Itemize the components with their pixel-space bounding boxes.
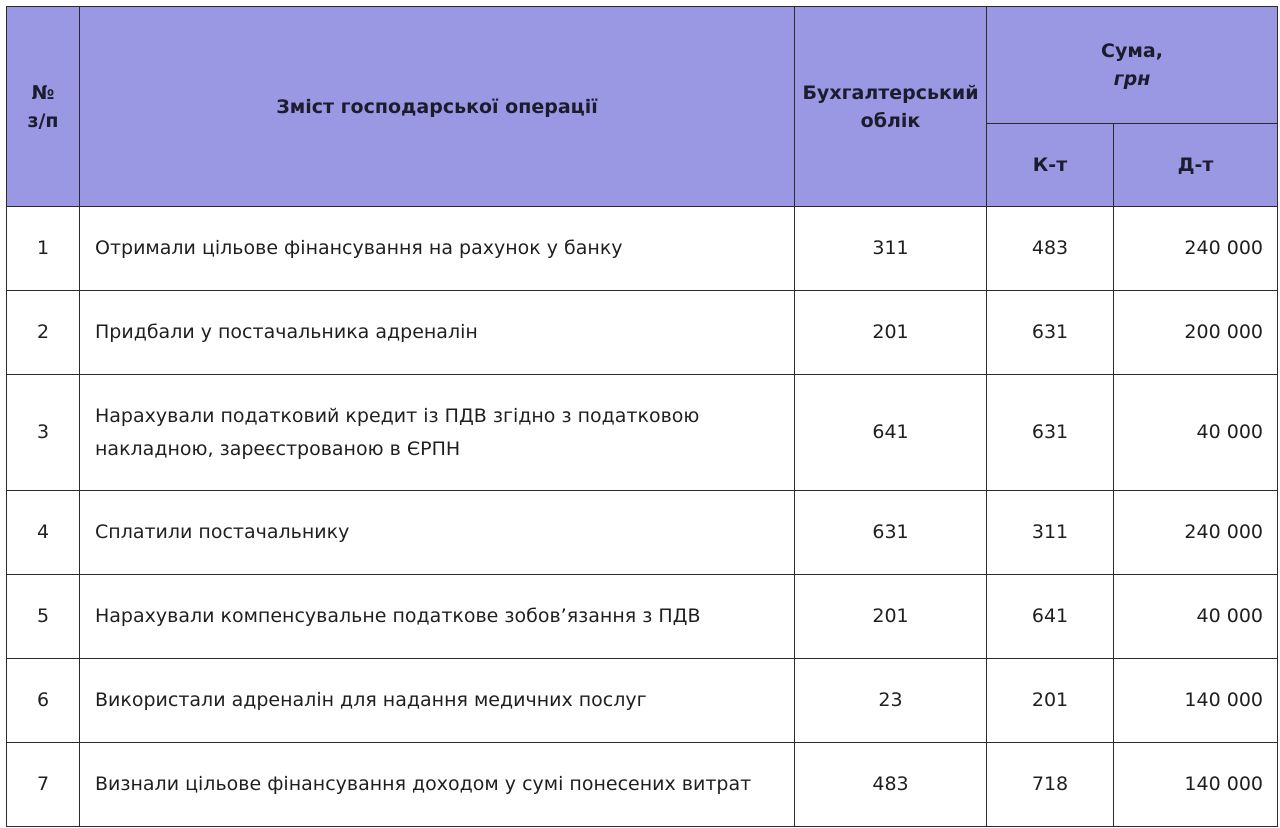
row-credit: 631 [987,291,1114,375]
row-credit: 641 [987,575,1114,659]
header-accounting-line-2: облік [860,109,921,132]
row-debit: 140 000 [1114,743,1278,827]
row-debit: 240 000 [1114,491,1278,575]
table-row [7,207,1278,291]
row-number: 2 [7,291,80,375]
row-debit: 140 000 [1114,659,1278,743]
row-accounting: 201 [795,575,987,659]
row-credit: 201 [987,659,1114,743]
row-number: 5 [7,575,80,659]
row-accounting: 641 [795,375,987,491]
row-accounting: 483 [795,743,987,827]
row-accounting: 631 [795,491,987,575]
row-description: Сплатили постачальнику [80,491,795,575]
header-row [7,7,1278,124]
header-number-abbr: з/п [27,109,59,132]
table-row [7,375,1278,491]
row-accounting: 201 [795,291,987,375]
row-credit: 483 [987,207,1114,291]
header-sum-title: Сума, [1101,40,1163,62]
table-row [7,659,1278,743]
row-number: 4 [7,491,80,575]
row-credit: 311 [987,491,1114,575]
accounting-entries-table [6,6,1278,827]
row-debit: 240 000 [1114,207,1278,291]
row-credit: 718 [987,743,1114,827]
row-debit: 40 000 [1114,575,1278,659]
header-sum [987,7,1278,124]
row-debit: 40 000 [1114,375,1278,491]
table-header [7,7,1278,207]
header-number-symbol: № [31,81,55,104]
table-row [7,575,1278,659]
table-body [7,207,1278,827]
header-number [7,7,80,207]
table-row [7,291,1278,375]
row-number: 3 [7,375,80,491]
header-credit: К-т [987,124,1114,207]
row-description: Нарахували компенсувальне податкове зобов’язання з ПДВ [80,575,795,659]
row-number: 1 [7,207,80,291]
header-description: Зміст господарської операції [80,7,795,207]
row-description: Нарахували податковий кредит із ПДВ згідно з податковою накладною, зареєстрованою в ЄРПН [80,375,795,491]
row-number: 7 [7,743,80,827]
header-accounting [795,7,987,207]
row-description: Використали адреналін для надання медичних послуг [80,659,795,743]
header-accounting-line-1: Бухгалтерський [802,81,979,104]
table-row [7,743,1278,827]
header-debit: Д-т [1114,124,1278,207]
table-row [7,491,1278,575]
row-credit: 631 [987,375,1114,491]
row-description: Отримали цільове фінансування на рахунок у банку [80,207,795,291]
row-accounting: 23 [795,659,987,743]
row-description: Придбали у постачальника адреналін [80,291,795,375]
row-description: Визнали цільове фінансування доходом у сумі понесених витрат [80,743,795,827]
header-sum-unit: грн [1113,68,1151,90]
row-accounting: 311 [795,207,987,291]
row-number: 6 [7,659,80,743]
row-debit: 200 000 [1114,291,1278,375]
